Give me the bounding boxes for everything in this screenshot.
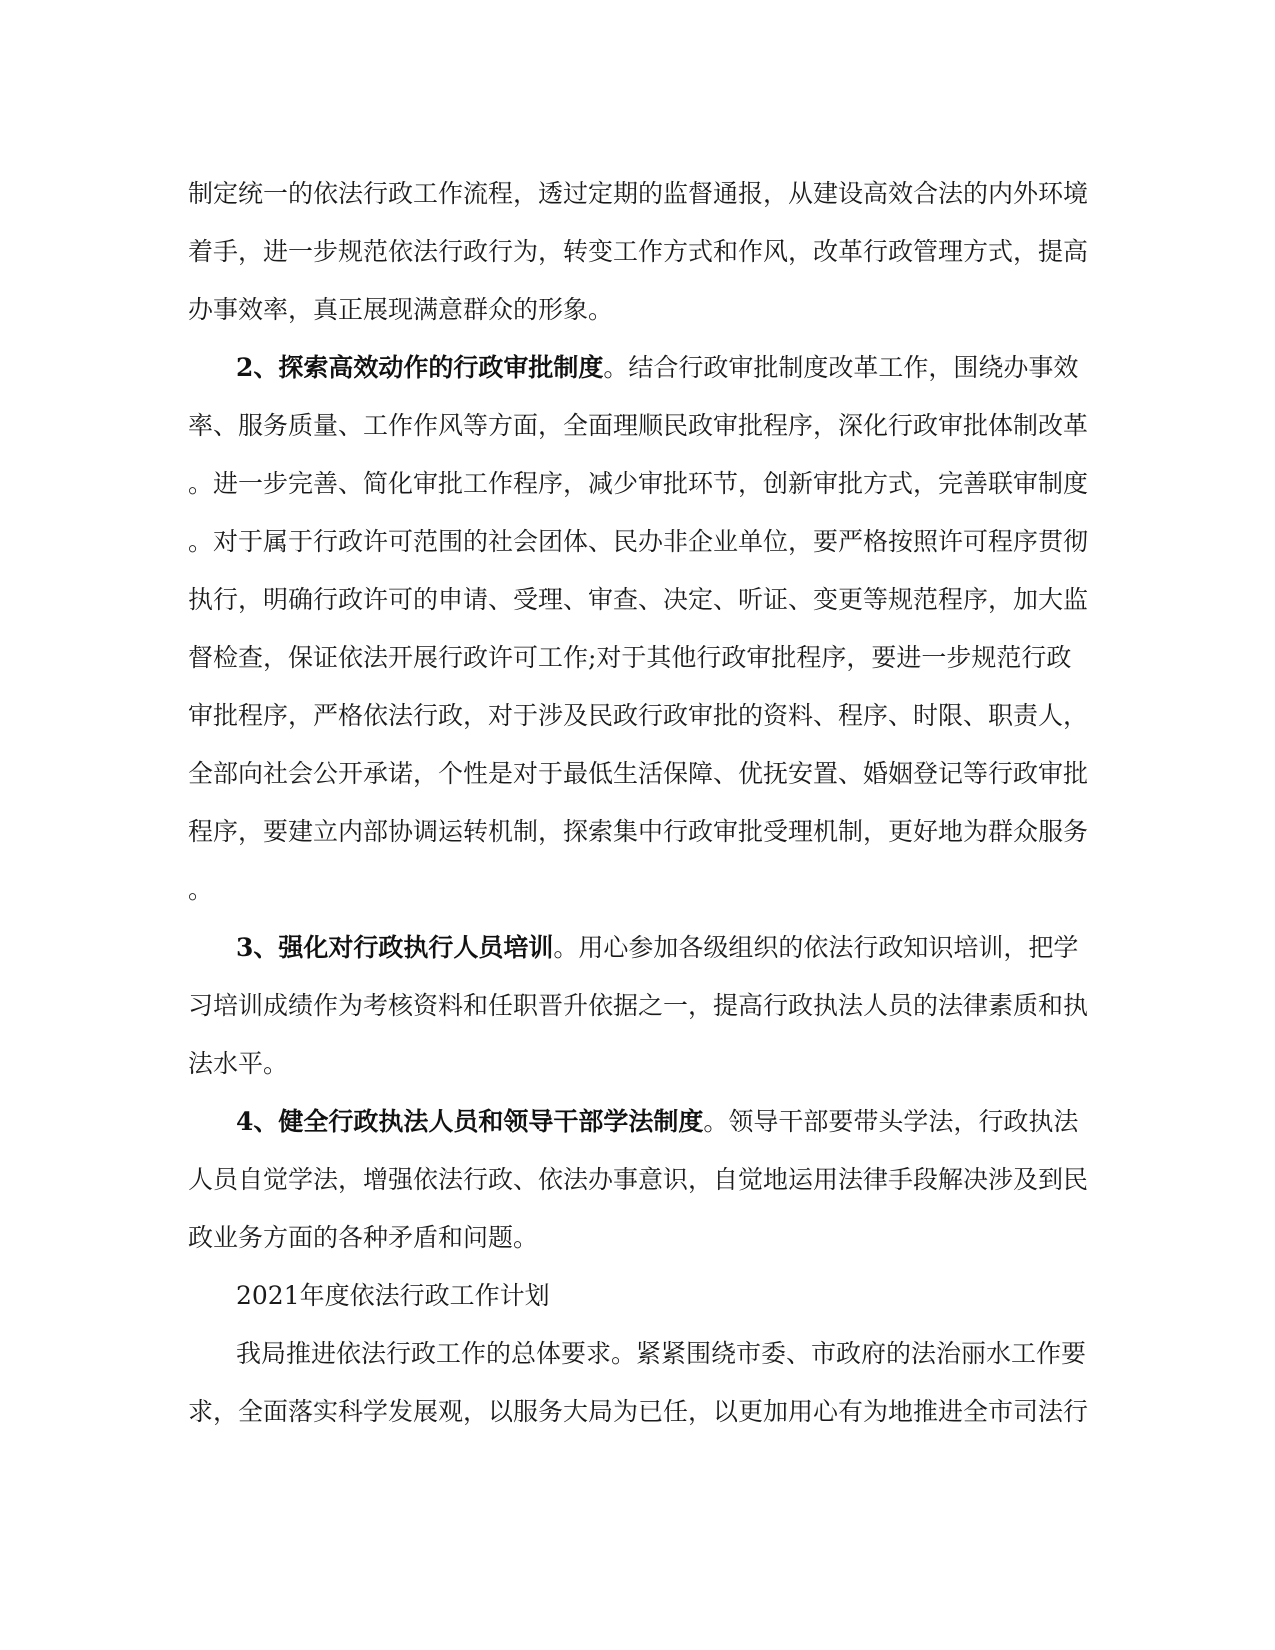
- paragraph-heading: 4、健全行政执法人员和领导干部学法制度: [236, 1107, 704, 1136]
- paragraph-approval-system: [188, 339, 1088, 919]
- text-line: 习培训成绩作为考核资料和任职晋升依据之一，提高行政执法人员的法律素质和执: [188, 991, 1088, 1020]
- text-line: 。: [188, 875, 214, 904]
- paragraph-first-line: 我局推进依法行政工作的总体要求。紧紧围绕市委、市政府的法治丽水工作要: [236, 1339, 1087, 1368]
- text-line: 审批程序，严格依法行政，对于涉及民政行政审批的资料、程序、时限、职责人，: [188, 701, 1088, 730]
- text-line: 执行，明确行政许可的申请、受理、审查、决定、听证、变更等规范程序，加大监: [188, 585, 1088, 614]
- text-line: 程序，要建立内部协调运转机制，探索集中行政审批受理机制，更好地为群众服务: [188, 817, 1088, 846]
- paragraph-first-line: [188, 919, 1088, 977]
- text-line: 全部向社会公开承诺，个性是对于最低生活保障、优抚安置、婚姻登记等行政审批: [188, 759, 1088, 788]
- text-line: 办事效率，真正展现满意群众的形象。: [188, 295, 614, 324]
- section-title: 2021年度依法行政工作计划: [236, 1281, 550, 1310]
- paragraph-general-requirements: [188, 1325, 1088, 1441]
- paragraph-training: [188, 919, 1088, 1093]
- document-body: [188, 165, 1088, 1441]
- text-line: 人员自觉学法，增强依法行政、依法办事意识，自觉地运用法律手段解决涉及到民: [188, 1165, 1088, 1194]
- text-line: 制定统一的依法行政工作流程，透过定期的监督通报，从建设高效合法的内外环境: [188, 179, 1088, 208]
- text-line: 率、服务质量、工作作风等方面，全面理顺民政审批程序，深化行政审批体制改革: [188, 411, 1088, 440]
- text-run: 。领导干部要带头学法，行政执法: [703, 1107, 1079, 1136]
- paragraph-continuation: [188, 165, 1088, 339]
- text-line: 。进一步完善、简化审批工作程序，减少审批环节，创新审批方式，完善联审制度: [188, 469, 1088, 498]
- text-line: 督检查，保证依法开展行政许可工作;对于其他行政审批程序，要进一步规范行政: [188, 643, 1072, 672]
- text-line: 着手，进一步规范依法行政行为，转变工作方式和作风，改革行政管理方式，提高: [188, 237, 1088, 266]
- paragraph-study-system: [188, 1093, 1088, 1267]
- paragraph-first-line: [188, 339, 1088, 397]
- text-line: 法水平。: [188, 1049, 289, 1078]
- paragraph-heading: 2、探索高效动作的行政审批制度: [236, 353, 604, 382]
- paragraph-heading: 3、强化对行政执行人员培训: [236, 933, 554, 962]
- paragraph-first-line: [188, 1093, 1088, 1151]
- text-line: 。对于属于行政许可范围的社会团体、民办非企业单位，要严格按照许可程序贯彻: [188, 527, 1088, 556]
- text-line: 政业务方面的各种矛盾和问题。: [188, 1223, 539, 1252]
- text-line: 求，全面落实科学发展观，以服务大局为已任，以更加用心有为地推进全市司法行: [188, 1397, 1088, 1426]
- text-run: 。结合行政审批制度改革工作，围绕办事效: [603, 353, 1079, 382]
- text-run: 。用心参加各级组织的依法行政知识培训，把学: [553, 933, 1079, 962]
